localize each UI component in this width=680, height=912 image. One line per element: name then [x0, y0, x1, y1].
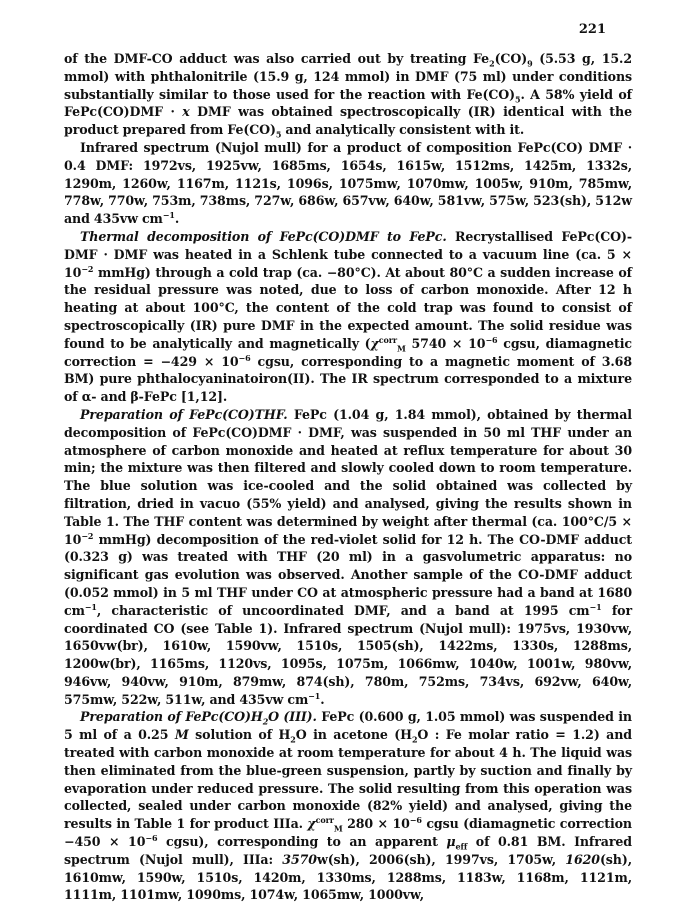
superscript: corr — [315, 815, 334, 826]
subscript: 2 — [489, 58, 495, 69]
italic-text: Preparation of FePc(CO)H — [80, 709, 263, 725]
superscript: −2 — [81, 530, 94, 541]
text-run: . A 58% yield of FePc(CO)DMF · — [64, 86, 632, 120]
superscript: −1 — [589, 601, 602, 612]
paragraph-p2 — [64, 139, 632, 228]
text-run: for coordinated CO (see Table 1). Infrared spectrum (Nujol mull): 1975vs, 1930vw, 1650vw(br), 1610w, 1590vw, 1510s, 1505(sh), 1422ms, 1330s, 1288ms, 1200w(br), 1165ms, 1120vs, 1095s, 1075m, 1066mw, 1040w, 1001w, 980vw, 946vw, 940vw, 910m, 879mw, 874(sh), 780m, 752ms, 734vs, 692vw, 640w, 575mw, 522w, 511w, and 435vw cm — [64, 602, 632, 707]
italic-text: x — [182, 104, 190, 120]
text-run: . — [320, 691, 325, 707]
page-number: 221 — [578, 22, 606, 37]
italic-text: M — [174, 727, 189, 743]
paragraph-p4 — [64, 406, 632, 709]
italic-text: Preparation of FePc(CO)THF. — [80, 406, 288, 422]
superscript: corr — [378, 334, 397, 345]
text-run: cgsu, diamagnetic correction = −429 × 10 — [64, 335, 633, 369]
superscript: −6 — [145, 832, 158, 843]
italic-text: Thermal decomposition of FePc(CO)DMF to FePc. — [80, 228, 447, 244]
text-run: mmHg) decomposition of the red-violet solid for 12 h. The CO-DMF adduct (0.323 g) was treated with THF (20 ml) in a gasvolumetric apparatus: no significant gas evolution was observed. Another sample of the CO-DMF adduct (0.052 mmol) in 5 ml THF under CO at atmospheric pressure had a band at 1680 cm — [64, 531, 632, 618]
italic-text: 1620 — [565, 851, 600, 867]
text-run: , characteristic of uncoordinated DMF, and a band at 1995 cm — [96, 602, 590, 618]
subscript: 2 — [290, 734, 296, 745]
text-run: of 0.81 BM. Infrared spectrum (Nujol mull), IIIa: — [64, 834, 632, 867]
subscript: 5 — [275, 129, 282, 140]
text-run: χ — [307, 816, 316, 832]
text-run: 5740 × 10 — [405, 335, 486, 351]
text-run: FePc (1.04 g, 1.84 mmol), obtained by thermal decomposition of FePc(CO)DMF · DMF, was suspended in 50 ml THF under an atmosphere of carbon monoxide and heated at reflux temperature for about 30 min; the mixture was then filtered and slowly cooled down to room temperature. The blue solution was ice-cooled and the solid obtained was collected by filtration, dried in vacuo (55% yield) and analysed, giving the results shown in Table 1. The THF content was determined by weight after thermal (ca. 100°C/5 × 10 — [64, 406, 632, 547]
subscript: M — [333, 823, 343, 834]
text-run: Infrared spectrum (Nujol mull) for a product of composition FePc(CO) DMF · 0.4 DMF: 1972vs, 1925vw, 1685ms, 1654s, 1615w, 1512ms, 1425m, 1332s, 1290m, 1260w, 1167m, 1121s, 1096s, 1075mw, 1070mw, 1005w, 910m, 785mw, 778w, 770w, 753m, 738ms, 727w, 686w, 657vw, 640w, 581vw, 575w, 523(sh), 512w and 435vw cm — [64, 139, 633, 227]
paragraph-p1 — [64, 50, 632, 139]
subscript: 5 — [515, 94, 521, 105]
superscript: −6 — [485, 334, 498, 345]
subscript: eff — [455, 841, 468, 852]
paragraph-p5 — [64, 708, 632, 904]
text-run: of the DMF-CO adduct was also carried out by treating Fe — [64, 51, 490, 66]
text-run: . — [174, 211, 180, 227]
text-run: cgsu), corresponding to an apparent — [157, 834, 447, 850]
article-body — [64, 50, 632, 904]
text-run: mmHg) through a cold trap (ca. −80°C). At about 80°C a sudden increase of the residual pressure was noted, due to loss of carbon monoxide. After 12 h heating at about 100°C, the content of the cold trap was found to consist of spectroscopically (IR) pure DMF in the expected amount. The solid residue was found to be analytically and magnetically ( — [64, 264, 632, 351]
text-run: O in acetone (H — [295, 727, 412, 743]
text-run: 280 × 10 — [342, 816, 410, 832]
superscript: −6 — [409, 815, 422, 826]
text-run: DMF was obtained spectroscopically (IR) identical with the product prepared from Fe(CO) — [64, 104, 632, 138]
text-run: (sh), 1610mw, 1590w, 1510s, 1420m, 1330ms, 1288ms, 1183w, 1168m, 1121m, 1111m, 1101mw, 1090ms, 1074w, 1065mw, 1000vw, — [64, 851, 632, 903]
text-run: Recrystallised FePc(CO)-DMF · DMF was heated in a Schlenk tube connected to a vacuum line (ca. 5 × 10 — [64, 228, 632, 280]
subscript: M — [396, 343, 406, 354]
superscript: −1 — [308, 690, 321, 701]
subscript: 2 — [262, 717, 269, 727]
text-run: O : Fe molar ratio = 1.2) and treated with carbon monoxide at room temperature for about 4 h. The liquid was then eliminated from the blue-green suspension, partly by suction and finally by evaporation under reduced pressure. The solid resulting from this operation was collected, sealed under carbon monoxide (82% yield) and analysed, giving the results in Table 1 for product IIIa. — [64, 727, 632, 832]
text-run: (5.53 g, 15.2 mmol) with phthalonitrile (15.9 g, 124 mmol) in DMF (75 ml) under conditions substantially similar to those used for the reaction with Fe(CO) — [64, 51, 632, 102]
text-run: (CO) — [494, 51, 528, 66]
text-run: solution of H — [188, 727, 291, 743]
text-run: w(sh), 2006(sh), 1997vs, 1705w, — [316, 851, 566, 867]
subscript: 9 — [527, 58, 533, 69]
italic-text: μ — [446, 834, 456, 850]
subscript: 2 — [411, 734, 418, 745]
superscript: −6 — [238, 352, 251, 363]
text-run: cgsu, corresponding to a magnetic moment of 3.68 BM) pure phthalocyaninatoiron(II). The IR spectrum corresponded to a mixture of α- and β-FePc [1,12]. — [64, 353, 633, 405]
italic-text: 3570 — [282, 851, 317, 867]
text-run: and analytically consistent with it. — [281, 122, 525, 138]
superscript: −2 — [81, 263, 94, 274]
text-run: χ — [370, 335, 379, 351]
italic-text: O (III). — [268, 709, 317, 725]
superscript: −1 — [84, 601, 97, 612]
text-run: cgsu (diamagnetic correction −450 × 10 — [64, 816, 632, 850]
text-run: FePc (0.600 g, 1.05 mmol) was suspended in 5 ml of a 0.25 — [64, 709, 632, 743]
superscript: −1 — [162, 209, 175, 220]
paragraph-p3 — [64, 228, 632, 406]
